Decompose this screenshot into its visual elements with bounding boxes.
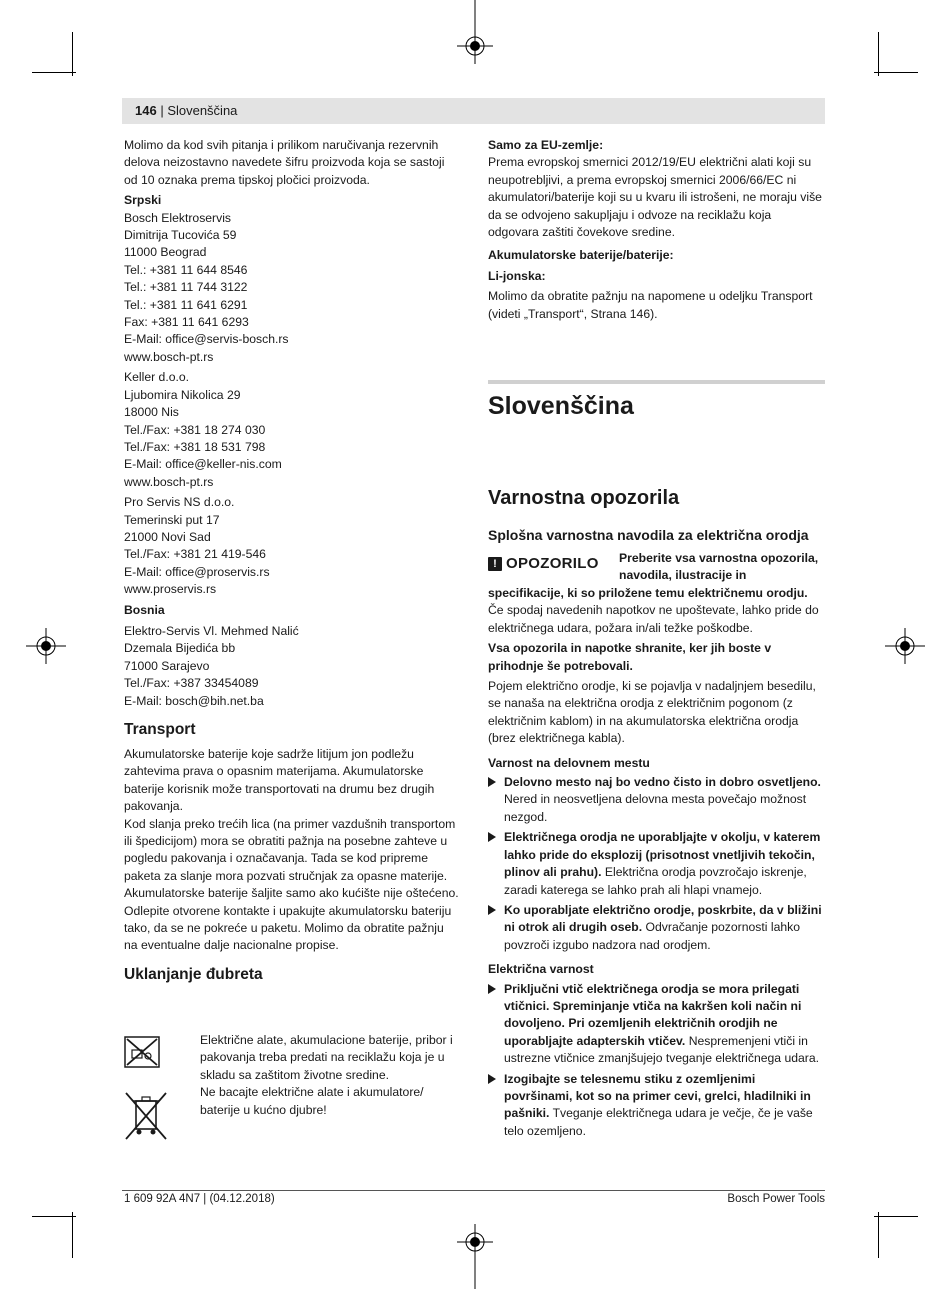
transport-paragraph: Akumulatorske baterije koje sadrže litijum jon podležu zahtevima prava o opasnim materijama. Akumulatorske baterije korisnik može transportovati na drumu bez drugih pakovanja. [124, 747, 435, 814]
address-line: 11000 Beograd [124, 245, 207, 260]
address-line: 71000 Sarajevo [124, 658, 210, 673]
recycle-packaging-icon [124, 1036, 160, 1068]
list-item [488, 1071, 825, 1141]
disposal-heading: Uklanjanje đubreta [124, 965, 263, 983]
batteries-heading: Akumulatorske baterije/baterije: [488, 248, 674, 263]
proservis-address [124, 494, 459, 598]
warning-paragraph: Če spodaj navedenih napotkov ne upoštevate, lahko pride do električnega udara, požara in/ali težke poškodbe. [488, 603, 819, 635]
header-language: Slovenščina [167, 103, 238, 118]
list-item [488, 981, 825, 1068]
bullet-bold: Priključni vtič električnega orodja se mora prilegati vtičnici. Spreminjanje vtiča na kakršen koli način ni dovoljeno. Pri ozemljenih električnih orodjih ne uporabljajte adapterskih vtičev. [504, 981, 802, 1048]
srpski-heading: Srpski [124, 193, 162, 208]
address-line: www.bosch-pt.rs [124, 474, 214, 489]
address-line: Tel.: +381 11 744 3122 [124, 280, 248, 295]
address-line: Keller d.o.o. [124, 370, 190, 385]
address-line: Dimitrija Tucovića 59 [124, 228, 237, 243]
keep-instructions-text: Vsa opozorila in napotke shranite, ker jih boste v prihodnje še potrebovali. [488, 641, 772, 673]
crop-mark [32, 1216, 76, 1217]
address-line: Fax: +381 11 641 6293 [124, 315, 249, 330]
electrical-safety-heading: Električna varnost [488, 962, 594, 977]
address-line: Tel./Fax: +381 18 531 798 [124, 439, 266, 454]
address-line: Elektro-Servis Vl. Mehmed Nalić [124, 623, 299, 638]
address-line: Tel./Fax: +381 18 274 030 [124, 422, 266, 437]
address-line: E-Mail: bosch@bih.net.ba [124, 693, 264, 708]
srpski-address [124, 210, 459, 367]
bullet-text: Nespremenjeni vtiči in ustrezne vtičnice zmanjšujejo tveganje električnega udara. [504, 1033, 820, 1066]
crop-mark [878, 32, 879, 76]
warning-bold-text: Preberite vsa varnostna opozorila, navodila, ilustracije in [619, 551, 819, 583]
bullet-text: Odvračanje pozornosti lahko povzroči izgubo nadzora nad orodjem. [504, 920, 800, 952]
transport-paragraph: Kod slanja preko trećih lica (na primer vazdušnih transportom ili špedicijom) mora se obratiti pažnja na posebne zahteve u pogledu pakovanja i označavanja. Tada se kod pripreme paketa za slanje mora pozvati stručnjak za opasne materije. [124, 816, 456, 883]
keller-address [124, 369, 459, 491]
list-item [488, 774, 825, 826]
eu-paragraph: Prema evropskoj smernici 2012/19/EU električni alati koji su neupotrebljivi, a prema evropskoj smernici 2006/66/EC ni akumulatori/baterije koji su u kvaru ili istrošeni, ne moraju više da se odvojeno sakupljaju i odvoze na reciklažu koja odgovara zaštiti čovekove sredine. [488, 155, 822, 240]
warning-bold-text: specifikacije, ki so priložene temu električnemu orodju. [488, 586, 808, 600]
bullet-bold: Izogibajte se telesnemu stiku z ozemljenimi površinami, kot so na primer cevi, grelci, hladilniki in pašniki. [504, 1071, 811, 1121]
address-line: Tel./Fax: +381 21 419-546 [124, 547, 266, 562]
warning-badge [488, 555, 599, 572]
li-ion-heading: Li-jonska: [488, 268, 546, 283]
disposal-paragraph: Ne bacajte električne alate i akumulatore/ baterije u kućno djubre! [200, 1085, 424, 1117]
intro-paragraph: Molimo da kod svih pitanja i prilikom naručivanja rezervnih delova neizostavno navedete šifru proizvoda koja se sastoji od 10 oznaka prema tipskoj pločici proizvoda. [124, 138, 445, 187]
address-line: E-Mail: office@keller-nis.com [124, 457, 282, 472]
section-title: Slovenščina [488, 392, 634, 420]
work-area-heading: Varnost na delovnem mestu [488, 755, 650, 770]
term-paragraph: Pojem električno orodje, ki se pojavlja v nadaljnjem besedilu, se nanaša na električna orodja z električnim pogonom (z električnim kablom) in na akumulatorska električna orodja (brez električnega kabla). [488, 679, 816, 746]
bosnia-heading: Bosnia [124, 602, 165, 617]
crop-mark [874, 72, 918, 73]
address-line: Bosch Elektroservis [124, 210, 232, 225]
registration-mark-bottom [455, 1224, 495, 1289]
registration-mark-left [26, 626, 66, 666]
address-line: www.bosch-pt.rs [124, 349, 214, 364]
footer-brand: Bosch Power Tools [727, 1193, 825, 1205]
footer-doc-id: 1 609 92A 4N7 | (04.12.2018) [124, 1193, 275, 1205]
warning-text-indent [619, 550, 825, 585]
address-line: 21000 Novi Sad [124, 529, 211, 544]
address-line: Pro Servis NS d.o.o. [124, 495, 235, 510]
safety-title: Varnostna opozorila [488, 487, 680, 509]
address-line: Ljubomira Nikolica 29 [124, 387, 241, 402]
bullet-bold: Električnega orodja ne uporabljajte v okolju, v katerem lahko pride do eksplozij (prisotnost vnetljivih tekočin, plinov ali prahu). [504, 830, 821, 880]
address-line: Tel./Fax: +387 33454089 [124, 676, 259, 691]
transport-paragraph: Akumulatorske baterije šaljite samo ako kućište nije oštećeno. Odlepite otvorene kontakte i upakujte akumulatorsku bateriju tako, da se ne pokreće u paketu. Molimo da obratite pažnju na eventualne dalje nacionalne propise. [124, 886, 459, 953]
address-line: Tel.: +381 11 644 8546 [124, 262, 248, 277]
disposal-paragraph: Električne alate, akumulacione baterije, pribor i pakovanja treba predati na reciklažu koja je u skladu sa zaštitom životne sredine. [200, 1033, 453, 1082]
warning-triangle-icon: ! [488, 557, 502, 571]
address-line: 18000 Nis [124, 405, 179, 420]
address-line: www.proservis.rs [124, 582, 217, 597]
section-rule [488, 380, 825, 384]
list-item [488, 829, 825, 899]
bullet-bold: Delovno mesto naj bo vedno čisto in dobro osvetljeno. [504, 775, 821, 790]
crop-mark [874, 1216, 918, 1217]
bullet-arrow-icon [488, 905, 496, 915]
bosnia-address [124, 623, 459, 710]
right-column-top [488, 137, 825, 323]
bullet-text: Nered in neosvetljena delovna mesta povečajo možnost nezgod. [504, 792, 807, 824]
bullet-arrow-icon [488, 777, 496, 787]
page-number: 146 [135, 103, 157, 118]
crop-mark [878, 1212, 879, 1258]
general-safety-heading: Splošna varnostna navodila za električna orodja [488, 527, 809, 543]
address-line: Tel.: +381 11 641 6291 [124, 297, 248, 312]
bullet-arrow-icon [488, 1074, 496, 1084]
bullet-text: Električna orodja povzročajo iskrenje, zaradi katerega se lahko prah ali hlapi vnamejo. [504, 865, 807, 897]
registration-mark-top [455, 0, 495, 64]
li-ion-paragraph: Molimo da obratite pažnju na napomene u odeljku Transport (videti „Transport“, Strana 146). [488, 289, 813, 321]
page-header: 146 | Slovenščina [135, 103, 238, 118]
right-column-body [488, 585, 825, 1140]
crop-mark [32, 72, 76, 73]
bullet-text: Tveganje električnega udara je večje, če je vaše telo ozemljeno. [504, 1106, 813, 1138]
bullet-bold: Ko uporabljate električno orodje, poskrbite, da v bližini ni otrok ali drugih oseb. [504, 902, 822, 935]
address-line: E-Mail: office@servis-bosch.rs [124, 332, 289, 347]
crop-mark [72, 32, 73, 76]
warning-word: OPOZORILO [506, 555, 599, 572]
bullet-arrow-icon [488, 832, 496, 842]
address-line: E-Mail: office@proservis.rs [124, 564, 270, 579]
footer-rule [122, 1190, 825, 1191]
address-line: Dzemala Bijedića bb [124, 641, 236, 656]
list-item [488, 902, 825, 954]
registration-mark-right [885, 626, 925, 666]
left-column [124, 137, 459, 991]
transport-heading: Transport [124, 721, 196, 738]
address-line: Temerinski put 17 [124, 512, 220, 527]
crop-mark [72, 1212, 73, 1258]
disposal-text [200, 1032, 460, 1119]
eu-heading: Samo za EU-zemlje: [488, 138, 604, 152]
crossed-bin-icon [124, 1091, 168, 1141]
bullet-arrow-icon [488, 984, 496, 994]
